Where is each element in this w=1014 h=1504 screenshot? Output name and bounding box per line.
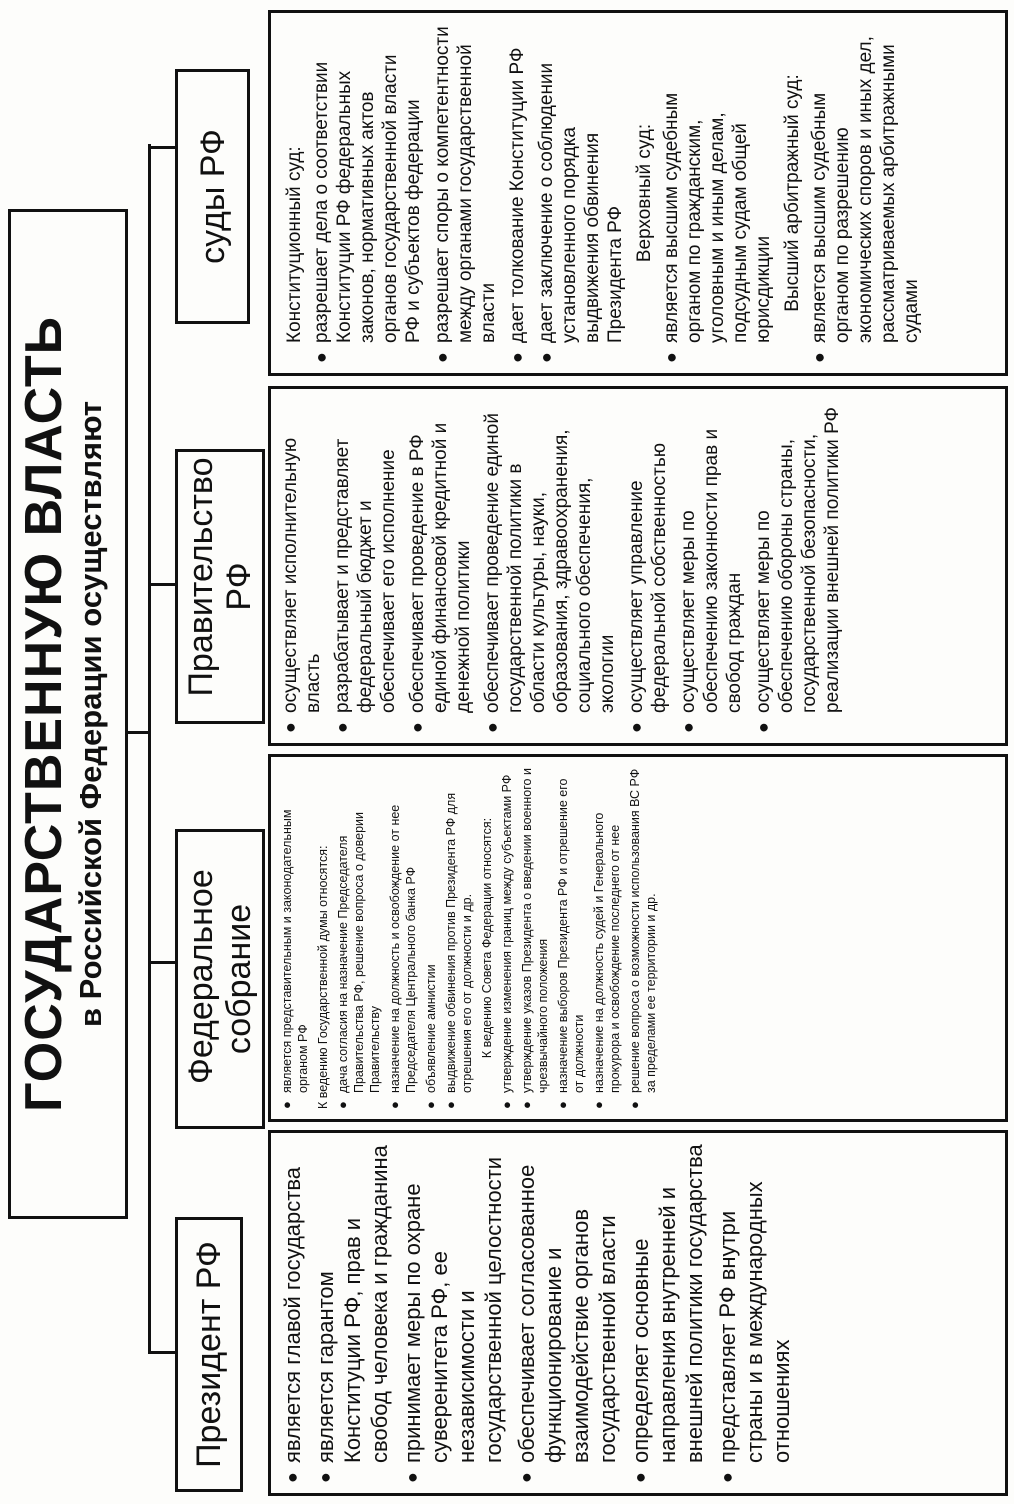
head-president	[175, 1217, 243, 1492]
title-connector	[128, 731, 150, 734]
list-item: ● разрешает дела о соответствии Конституции РФ федеральных законов, нормативных актов органов государственной власти РФ и субъектов федерации	[311, 54, 424, 363]
list-item: ● обеспечивает согласованное функционирование и взаимодействие органов государственной власти	[514, 1164, 620, 1483]
list-item: ● утверждение изменения границ между субъектами РФ	[499, 774, 514, 1109]
head-federal-assembly	[175, 829, 265, 1129]
arbitration-court-head: Высший арбитражный суд:	[782, 74, 803, 312]
list-item: ● объявление амнистии	[423, 964, 438, 1109]
federal-assembly-powers-box	[268, 754, 1008, 1122]
president-powers-box	[268, 1130, 1008, 1496]
list-item: ● осуществляет меры по обеспечению законности прав и свобод граждан	[678, 428, 745, 733]
list-item: ● выдвижение обвинения против Президента РФ для отрешения его от должности и др.	[443, 792, 474, 1109]
supreme-court-head: Верховный суд:	[634, 123, 655, 263]
list-item: ● разрабатывает и представляет федеральный бюджет и обеспечивает его исполнение	[332, 438, 399, 733]
list-item: ● дает толкование Конституции РФ	[507, 47, 528, 363]
list-item: ● разрешает споры о компетентности между органами государственной власти	[432, 26, 499, 363]
list-item: ● является высшим судебным органом по разрешению экономических споров и иных дел, рассматриваемых арбитражными судами	[809, 36, 922, 363]
title-box	[8, 209, 128, 1219]
head-courts-label: суды РФ	[193, 129, 232, 264]
list-item: ● обеспечивает проведение в РФ единой финансовой кредитной и денежной политики	[407, 422, 474, 733]
list-item: ● назначение выборов Президента РФ и отрешение его от должности	[555, 778, 586, 1109]
list-item: ● осуществляет меры по обеспечению обороны страны, государственной безопасности, реализации внешней политики РФ	[753, 407, 843, 733]
courts-powers-box	[268, 10, 1008, 376]
head-government-label: Правительство РФ	[182, 457, 258, 697]
connector-president	[148, 1351, 178, 1354]
duma-note: К ведению Государственной думы относятся:	[316, 845, 330, 1109]
head-courts	[175, 69, 250, 324]
list-item: ● осуществляет управление федеральной собственностью	[626, 442, 670, 733]
connector-government	[148, 583, 178, 586]
horizontal-connector	[148, 144, 151, 1354]
list-item: ● принимает меры по охране суверенитета РФ, ее независимости и государственной целостности	[400, 1156, 506, 1483]
list-item: ● дача согласия на назначение Председателя Правительства РФ, решение вопроса о доверии Правительству	[335, 811, 382, 1109]
list-item: ● является гарантом Конституции РФ, прав и свобод человека и гражданина	[313, 1145, 392, 1483]
head-president-label: Президент РФ	[190, 1241, 228, 1468]
constitutional-court-head: Конституционный суд:	[284, 146, 305, 343]
government-powers-box	[268, 386, 1008, 746]
diagram-title: ГОСУДАРСТВЕННУЮ ВЛАСТЬ	[15, 316, 73, 1112]
connector-courts	[148, 146, 178, 149]
council-note: К ведению Совета Федерации относятся:	[480, 817, 494, 1059]
list-item: ● утверждение указов Президента о введении военного и чрезвычайного положения	[519, 768, 550, 1109]
list-item: ● назначение на должность судей и Генерального прокурора и освобождение последнего от нее	[591, 812, 622, 1109]
list-item: ● решение вопроса о возможности использования ВС РФ за пределами ее территории и др.	[627, 768, 658, 1109]
list-item: ● определяет основные направления внутренней и внешней политики государства	[628, 1144, 707, 1483]
list-item: ● назначение на должность и освобождение от нее Председателя Центрального банка РФ	[387, 804, 418, 1109]
connector-assembly	[148, 961, 178, 964]
list-item: ● представляет РФ внутри страны и в международных отношениях	[715, 1181, 794, 1483]
list-item: ● дает заключение о соблюдении установленного порядка выдвижения обвинения Президента РФ	[536, 62, 626, 363]
list-item: ● осуществляет исполнительную власть	[280, 437, 324, 733]
head-federal-assembly-label: Федеральное собрание	[182, 869, 258, 1084]
head-government	[175, 449, 265, 724]
diagram-subtitle: в Российской Федерации осуществляют	[73, 401, 108, 1027]
list-item: ● является представительным и законодательным органом РФ	[279, 809, 310, 1109]
list-item: ● является главой государства	[280, 1166, 305, 1483]
list-item: ● обеспечивает проведение единой государственной политики в области культуры, науки, образования, здравоохранения, социального обеспечения, экологии	[482, 413, 618, 733]
list-item: ● является высшим судебным органом по гражданским, уголовным и иным делам, подсудным судам общей юрисдикции	[661, 92, 774, 363]
